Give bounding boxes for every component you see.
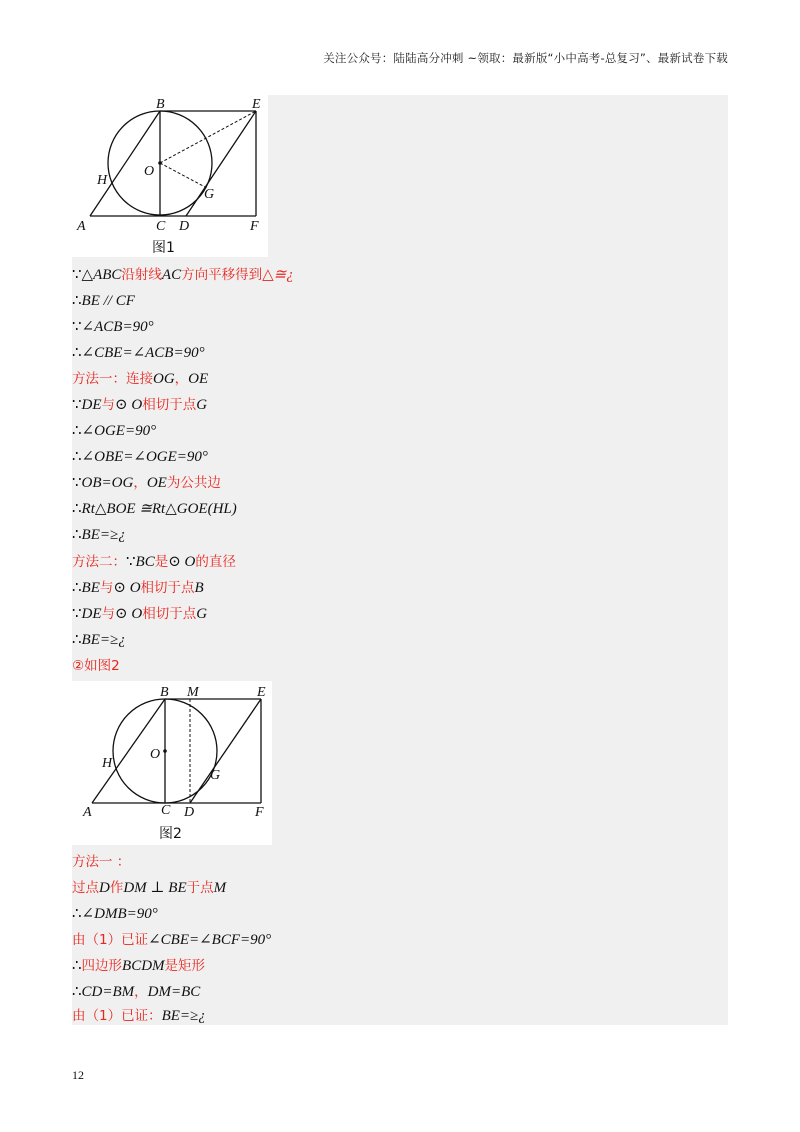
label-D: D — [184, 805, 195, 820]
label-E: E — [257, 685, 266, 700]
page-header: 关注公众号：陆陆高分冲刺 ~领取：最新版“小中高考-总复习”、最新试卷下载 — [323, 51, 728, 65]
label-B: B — [156, 97, 165, 112]
page-number: 12 — [72, 1068, 84, 1082]
line-17: 方法一 ： — [72, 854, 131, 870]
line-10: ∴Rt△BOE ≅Rt△GOE(HL) — [72, 501, 237, 517]
label-G: G — [204, 187, 215, 202]
line-12: 方法二：∵BC是⊙ O的直径 — [72, 554, 236, 570]
line-7: ∴∠OGE=90° — [72, 423, 157, 439]
line-8: ∴∠OBE=∠OGE=90° — [72, 449, 208, 465]
line-15: ∴BE=≥¿ — [72, 632, 126, 648]
line-4: ∴∠CBE=∠ACB=90° — [72, 345, 205, 361]
figure-2-diagram — [72, 681, 272, 845]
line-14: ∵DE与⊙ O相切于点G — [72, 606, 208, 622]
line-21: ∴四边形BCDM是矩形 — [72, 958, 206, 974]
label-A: A — [83, 805, 92, 820]
line-9: ∵OB=OG，OE为公共边 — [72, 475, 221, 491]
line-18: 过点D作DM ⊥ BE于点M — [72, 880, 227, 896]
figure-1-diagram — [72, 95, 268, 257]
line-13: ∴BE与⊙ O相切于点B — [72, 580, 204, 596]
line-2: ∴BE // CF — [72, 293, 135, 309]
label-F: F — [250, 219, 259, 234]
label-B: B — [160, 685, 169, 700]
line-3: ∵∠ACB=90° — [72, 319, 154, 335]
figure-1 — [72, 95, 268, 257]
line-23: 由（1）已证：BE=≥¿ — [72, 1008, 206, 1024]
label-E: E — [252, 97, 261, 112]
line-11: ∴BE=≥¿ — [72, 527, 126, 543]
figure-2-caption: 图2 — [159, 826, 182, 842]
label-C: C — [161, 803, 171, 818]
label-C: C — [156, 219, 166, 234]
label-M: M — [187, 685, 199, 700]
label-A: A — [77, 219, 86, 234]
line-19: ∴∠DMB=90° — [72, 906, 158, 922]
figure-1-caption: 图1 — [152, 240, 175, 256]
line-5: 方法一：连接OG，OE — [72, 371, 209, 387]
label-G: G — [210, 768, 221, 783]
line-1: ∵△ABC沿射线AC方向平移得到△≅¿ — [72, 267, 294, 283]
label-F: F — [255, 805, 264, 820]
label-H: H — [102, 756, 113, 771]
line-6: ∵DE与⊙ O相切于点G — [72, 397, 208, 413]
label-O: O — [150, 747, 161, 762]
line-20: 由（1）已证∠CBE=∠BCF=90° — [72, 932, 272, 948]
label-O: O — [144, 164, 155, 179]
figure-2 — [72, 681, 272, 845]
line-22: ∴CD=BM，DM=BC — [72, 984, 201, 1000]
solution-content — [72, 95, 728, 1025]
label-D: D — [179, 219, 190, 234]
line-16: ②如图2 — [72, 658, 120, 674]
label-H: H — [97, 173, 108, 188]
